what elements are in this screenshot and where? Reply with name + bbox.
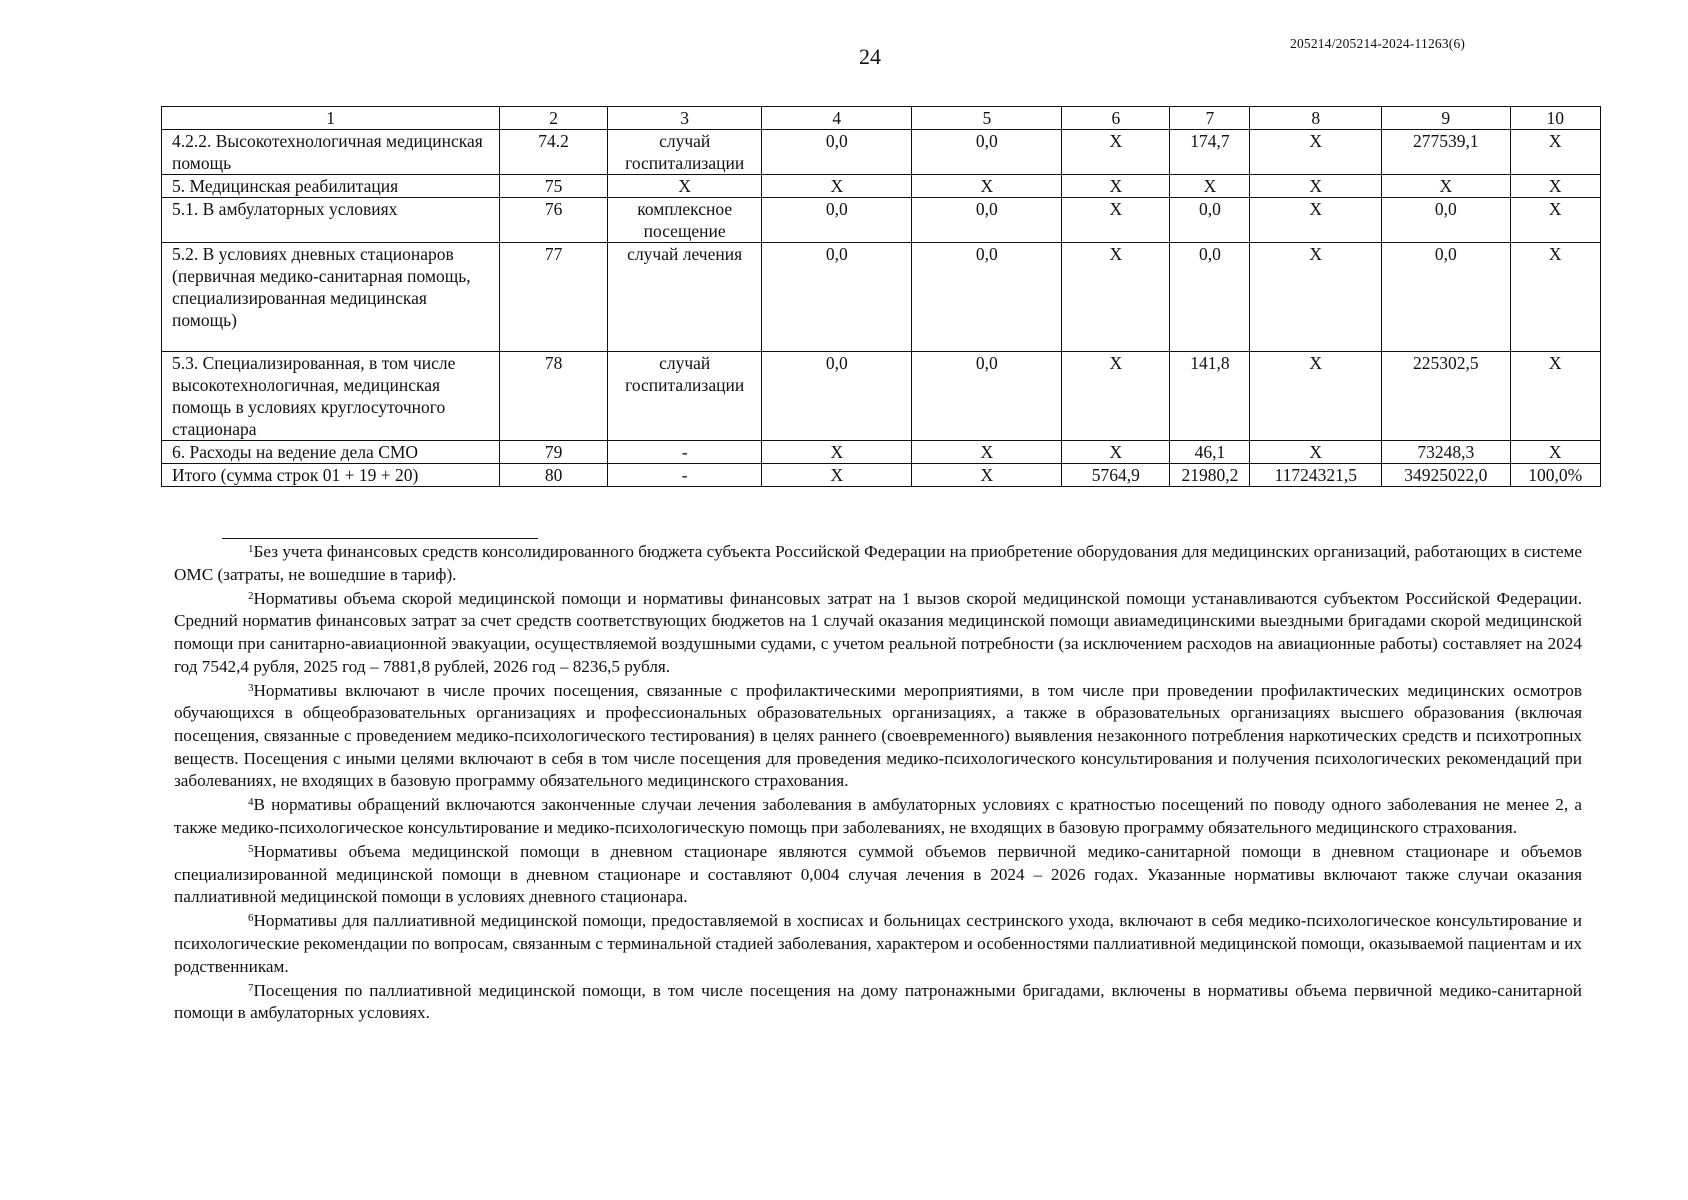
table-cell: X xyxy=(1510,130,1601,175)
column-number: 10 xyxy=(1510,107,1601,130)
table-cell: X xyxy=(1062,175,1170,198)
table-cell: 46,1 xyxy=(1170,441,1250,464)
footnote-text: Нормативы включают в числе прочих посещения, связанные с профилактическими мероприятиями, в том числе при проведении профилактических медицинских осмотров обучающихся в общеобразовательных организациях и профессиональных образовательных организациях, а также в образовательных организациях высшего образования (включая посещения, связанные с проведением медико-психологического тестирования) в целях раннего (своевременного) выявления незаконного потребления наркотических средств и психотропных веществ. Посещения с иными целями включают в себя в том числе посещения для проведения медико-психологического консультирования и получения психологических рекомендаций при заболеваниях, не входящих в базовую программу обязательного медицинского страхования. xyxy=(174,680,1582,791)
footnote xyxy=(174,794,1582,839)
table-cell: 11724321,5 xyxy=(1250,464,1382,487)
table-cell: X xyxy=(1250,243,1382,352)
table-cell: X xyxy=(608,175,762,198)
row-6 xyxy=(162,441,1601,464)
row-4-2-2 xyxy=(162,130,1601,175)
row-5 xyxy=(162,175,1601,198)
row-label-cell: 6. Расходы на ведение дела СМО xyxy=(162,441,500,464)
table-cell: X xyxy=(1510,198,1601,243)
page-number: 24 xyxy=(859,44,881,69)
table-cell: X xyxy=(1510,243,1601,352)
footnote-marker: 3 xyxy=(248,681,254,694)
table-cell: 76 xyxy=(500,198,608,243)
table-header-row xyxy=(162,107,1601,130)
footnote-marker: 4 xyxy=(248,796,254,809)
table-cell: - xyxy=(608,441,762,464)
table-cell: 0,0 xyxy=(762,243,912,352)
table-cell: X xyxy=(1510,441,1601,464)
table-cell: X xyxy=(1510,352,1601,441)
footnote-text: Нормативы объема скорой медицинской помощи и нормативы финансовых затрат на 1 вызов скорой медицинской помощи устанавливаются субъектом Российской Федерации. Средний норматив финансовых затрат за счет средств соответствующих бюджетов на 1 случай оказания медицинской помощи авиамедицинскими выездными бригадами скорой медицинской помощи при санитарно-авиационной эвакуации, осуществляемой воздушными судами, с учетом реальной потребности (за исключением расходов на авиационные работы) составляет на 2024 год 7542,4 рубля, 2025 год – 7881,8 рублей, 2026 год – 8236,5 рубля. xyxy=(174,588,1582,676)
table-cell: 0,0 xyxy=(912,352,1062,441)
table-cell: 73248,3 xyxy=(1382,441,1510,464)
table-cell: X xyxy=(1250,352,1382,441)
table-cell: - xyxy=(608,464,762,487)
table-cell: 79 xyxy=(500,441,608,464)
footnote-text: Без учета финансовых средств консолидированного бюджета субъекта Российской Федерации на приобретение оборудования для медицинских организаций, работающих в системе ОМС (затраты, не вошедшие в тариф). xyxy=(174,542,1582,584)
table-cell: 34925022,0 xyxy=(1382,464,1510,487)
table-cell: X xyxy=(1510,175,1601,198)
column-number: 6 xyxy=(1062,107,1170,130)
table-cell: 5764,9 xyxy=(1062,464,1170,487)
footnote-marker: 2 xyxy=(248,589,254,602)
footnote xyxy=(174,841,1582,909)
table-cell: 21980,2 xyxy=(1170,464,1250,487)
footnote-marker: 5 xyxy=(248,843,254,856)
table-cell: 80 xyxy=(500,464,608,487)
footnote-text: Посещения по паллиативной медицинской помощи, в том числе посещения на дому патронажными бригадами, включены в нормативы объема первичной медико-санитарной помощи в амбулаторных условиях. xyxy=(174,980,1582,1023)
table-cell: случай госпитализации xyxy=(608,130,762,175)
table-cell: X xyxy=(1250,175,1382,198)
footnote-marker: 1 xyxy=(248,543,254,555)
table-cell: X xyxy=(912,175,1062,198)
table-cell: X xyxy=(1062,441,1170,464)
footnote xyxy=(174,588,1582,678)
table-cell: 75 xyxy=(500,175,608,198)
table-cell: 141,8 xyxy=(1170,352,1250,441)
table-cell: X xyxy=(1250,441,1382,464)
row-label-cell: 4.2.2. Высокотехнологичная медицинская помощь xyxy=(162,130,500,175)
row-5-3 xyxy=(162,352,1601,441)
table-cell: X xyxy=(1062,198,1170,243)
column-number: 8 xyxy=(1250,107,1382,130)
table-cell: 0,0 xyxy=(762,352,912,441)
table-cell: 174,7 xyxy=(1170,130,1250,175)
table-cell: 0,0 xyxy=(912,243,1062,352)
table-cell: X xyxy=(1250,198,1382,243)
table-cell: 78 xyxy=(500,352,608,441)
footnote-text: Нормативы для паллиативной медицинской помощи, предоставляемой в хосписах и больницах сестринского ухода, включают в себя медико-психологическое консультирование и психологические рекомендации по вопросам, связанным с терминальной стадией заболевания, характером и особенностями паллиативной медицинской помощи, оказываемой пациентам и их родственникам. xyxy=(174,911,1582,976)
footnote-separator xyxy=(222,538,538,539)
table-cell: X xyxy=(762,464,912,487)
footnote xyxy=(174,910,1582,978)
row-label-cell: Итого (сумма строк 01 + 19 + 20) xyxy=(162,464,500,487)
document-id: 205214/205214-2024-11263(6) xyxy=(1290,36,1466,51)
table-cell: X xyxy=(912,464,1062,487)
footnotes xyxy=(174,541,1582,1027)
table-cell: 0,0 xyxy=(1170,198,1250,243)
column-number: 4 xyxy=(762,107,912,130)
row-5-1 xyxy=(162,198,1601,243)
footnote-text: Нормативы объема медицинской помощи в дневном стационаре являются суммой объемов первичной медико-санитарной помощи в дневном стационаре и объемов специализированной медицинской помощи в дневном стационаре и составляют 0,004 случая лечения в 2024 – 2026 годах. Указанные нормативы включают также случаи оказания паллиативной медицинской помощи в условиях дневного стационара. xyxy=(174,842,1582,907)
table-cell: X xyxy=(1382,175,1510,198)
table-cell: X xyxy=(1062,243,1170,352)
table-cell: 0,0 xyxy=(912,130,1062,175)
table-cell: X xyxy=(912,441,1062,464)
column-number: 7 xyxy=(1170,107,1250,130)
table-cell: X xyxy=(762,441,912,464)
table-cell: 0,0 xyxy=(1382,198,1510,243)
table-cell: 0,0 xyxy=(762,130,912,175)
footnote-text: В нормативы обращений включаются законченные случаи лечения заболевания в амбулаторных условиях с кратностью посещений по поводу одного заболевания не менее 2, а также медико-психологическое консультирование и медико-психологическую помощь при заболеваниях, не входящих в базовую программу обязательного медицинского страхования. xyxy=(174,795,1582,837)
row-label-cell: 5.2. В условиях дневных стационаров (первичная медико-санитарная помощь, специализированная медицинская помощь) xyxy=(162,243,500,352)
table-cell: 0,0 xyxy=(1170,243,1250,352)
row-5-2 xyxy=(162,243,1601,352)
data-table xyxy=(161,106,1601,487)
footnote-marker: 6 xyxy=(248,912,254,925)
table-cell: комплексное посещение xyxy=(608,198,762,243)
row-label-cell: 5.3. Специализированная, в том числе высокотехнологичная, медицинская помощь в условиях круглосуточного стационара xyxy=(162,352,500,441)
table-cell: 100,0% xyxy=(1510,464,1601,487)
column-number: 9 xyxy=(1382,107,1510,130)
footnote-marker: 7 xyxy=(248,981,254,994)
table-cell: случай лечения xyxy=(608,243,762,352)
footnote xyxy=(174,980,1582,1025)
column-number: 3 xyxy=(608,107,762,130)
table-cell: X xyxy=(762,175,912,198)
table-cell: случай госпитализации xyxy=(608,352,762,441)
footnote xyxy=(174,541,1582,586)
table-cell: 0,0 xyxy=(1382,243,1510,352)
table-cell: 74.2 xyxy=(500,130,608,175)
table-cell: 225302,5 xyxy=(1382,352,1510,441)
column-number: 5 xyxy=(912,107,1062,130)
table-cell: X xyxy=(1062,352,1170,441)
row-label-cell: 5.1. В амбулаторных условиях xyxy=(162,198,500,243)
row-label-cell: 5. Медицинская реабилитация xyxy=(162,175,500,198)
table-cell: X xyxy=(1170,175,1250,198)
footnote xyxy=(174,680,1582,793)
row-total xyxy=(162,464,1601,487)
table-cell: 277539,1 xyxy=(1382,130,1510,175)
table-cell: 0,0 xyxy=(762,198,912,243)
table-cell: X xyxy=(1062,130,1170,175)
table-cell: X xyxy=(1250,130,1382,175)
table-cell: 0,0 xyxy=(912,198,1062,243)
column-number: 1 xyxy=(162,107,500,130)
column-number: 2 xyxy=(500,107,608,130)
table-cell: 77 xyxy=(500,243,608,352)
